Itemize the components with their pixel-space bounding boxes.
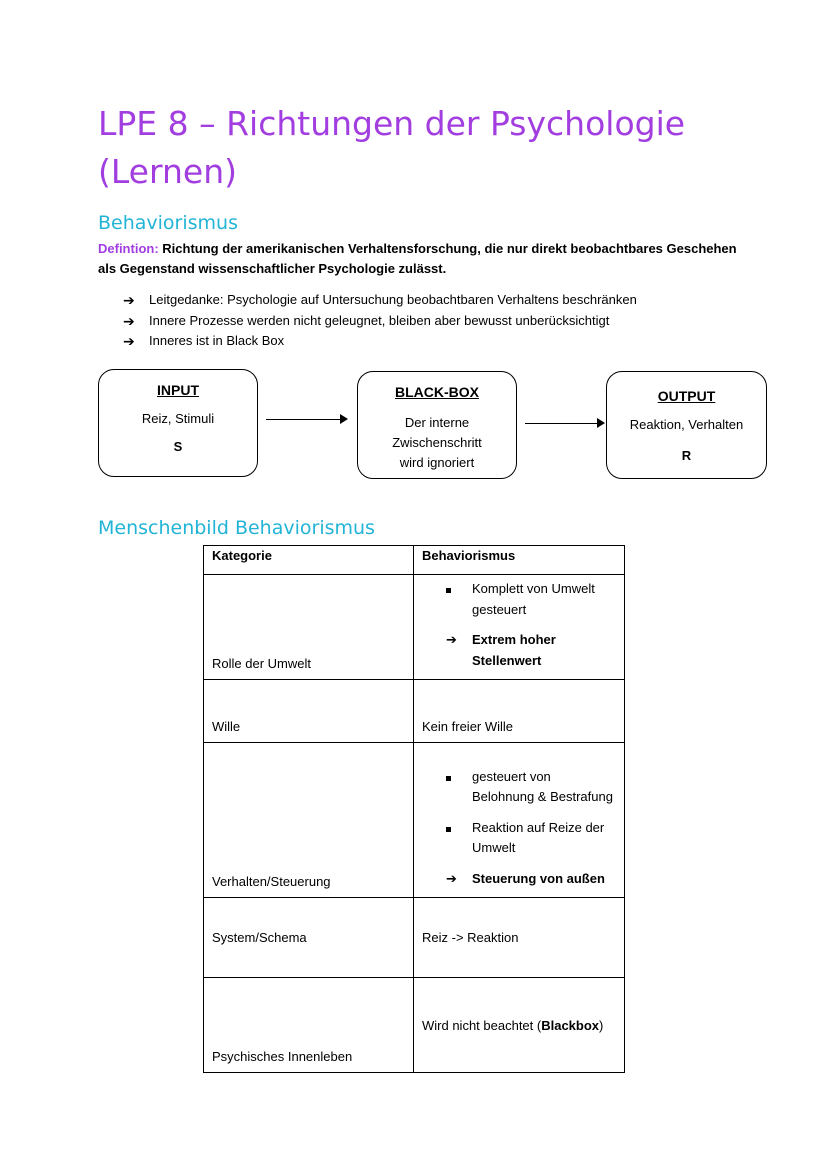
blackbox-line2: Zwischenschritt xyxy=(392,435,482,450)
table-cell-category: Rolle der Umwelt xyxy=(204,575,414,680)
table-cell-value: Wird nicht beachtet (Blackbox) xyxy=(414,978,625,1073)
arrow-icon: ➔ xyxy=(123,292,135,308)
input-heading: INPUT xyxy=(157,382,199,398)
list-item: gesteuert von Belohnung & Bestrafung xyxy=(422,767,616,808)
bullet-list xyxy=(123,290,637,352)
output-symbol: R xyxy=(681,448,692,463)
arrow-icon xyxy=(266,419,346,420)
arrow-icon: ➔ xyxy=(123,312,135,329)
blackbox-heading: BLACK-BOX xyxy=(395,384,479,400)
table-header: Behaviorismus xyxy=(414,546,625,575)
list-item: ➔ Steuerung von außen xyxy=(422,869,616,890)
table-cell-value xyxy=(414,743,625,898)
arrow-icon: ➔ xyxy=(446,632,457,647)
list-item: ➔ Innere Prozesse werden nicht geleugnet, bleiben aber bewusst unberücksichtigt xyxy=(123,311,637,332)
section-heading-behaviorismus: Behaviorismus xyxy=(98,212,238,234)
definition-text: Richtung der amerikanischen Verhaltensforschung, die nur direkt beobachtbares Geschehen als Gegenstand wissenschaftlicher Psychologie zulässt. xyxy=(98,241,737,276)
table-cell-category: Verhalten/Steuerung xyxy=(204,743,414,898)
output-box xyxy=(606,371,767,479)
output-heading: OUTPUT xyxy=(657,388,716,404)
square-bullet-icon xyxy=(446,776,451,781)
arrow-icon: ➔ xyxy=(446,870,457,886)
output-text: Reaktion, Verhalten xyxy=(629,417,744,432)
page-title: LPE 8 – Richtungen der Psychologie (Lernen) xyxy=(98,104,686,191)
table-cell-category: Wille xyxy=(204,680,414,743)
list-item: Komplett von Umwelt gesteuert xyxy=(422,579,616,620)
table-cell-value: Kein freier Wille xyxy=(414,680,625,743)
input-box xyxy=(98,369,258,477)
table-row xyxy=(204,978,625,1073)
definition xyxy=(98,239,738,279)
list-item: Reaktion auf Reize der Umwelt xyxy=(422,818,616,859)
table-row xyxy=(204,575,625,680)
section-heading-menschenbild: Menschenbild Behaviorismus xyxy=(98,517,375,539)
input-text: Reiz, Stimuli xyxy=(141,411,215,426)
blackbox-line3: wird ignoriert xyxy=(399,455,475,470)
definition-label: Defintion: xyxy=(98,241,159,256)
table-cell-value: Reiz -> Reaktion xyxy=(414,898,625,978)
list-item: ➔ Inneres ist in Black Box xyxy=(123,331,637,352)
table-header-row xyxy=(204,546,625,575)
table-header: Kategorie xyxy=(204,546,414,575)
square-bullet-icon xyxy=(446,588,451,593)
table-cell-category: Psychisches Innenleben xyxy=(204,978,414,1073)
category-table xyxy=(203,545,625,1073)
blackbox-line1: Der interne xyxy=(404,415,470,430)
table-row xyxy=(204,743,625,898)
input-symbol: S xyxy=(173,439,183,454)
list-item: ➔ Leitgedanke: Psychologie auf Untersuchung beobachtbaren Verhaltens beschränken xyxy=(123,290,637,311)
table-row xyxy=(204,680,625,743)
square-bullet-icon xyxy=(446,827,451,832)
table-cell-value xyxy=(414,575,625,680)
arrow-icon xyxy=(525,423,603,424)
table-cell-category: System/Schema xyxy=(204,898,414,978)
arrow-icon: ➔ xyxy=(123,333,135,349)
blackbox-box xyxy=(357,371,517,479)
list-item: ➔ Extrem hoher Stellenwert xyxy=(422,630,616,671)
table-row xyxy=(204,898,625,978)
